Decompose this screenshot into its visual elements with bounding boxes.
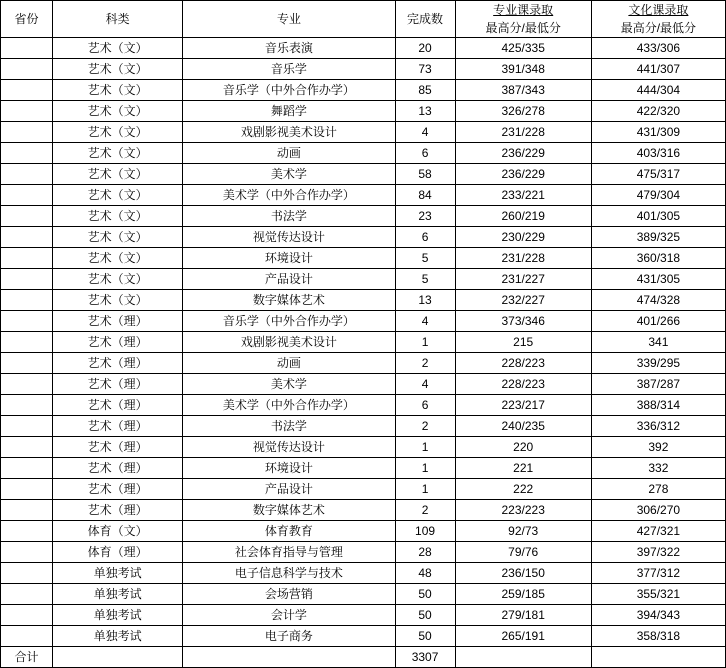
cell-major: 产品设计	[183, 479, 395, 500]
table-row	[1, 80, 726, 101]
header-culture-score	[591, 1, 725, 38]
cell-major: 戏剧影视美术设计	[183, 332, 395, 353]
cell-major: 美术学	[183, 374, 395, 395]
cell-culture-score: 474/328	[591, 290, 725, 311]
cell-major: 会计学	[183, 605, 395, 626]
header-count-label: 完成数	[407, 12, 444, 26]
header-professional-score	[455, 1, 591, 38]
cell-count: 2	[395, 353, 455, 374]
header-culture-line2: 最高分/最低分	[620, 21, 697, 35]
cell-professional-score: 231/228	[455, 122, 591, 143]
footer-blank-professional	[455, 647, 591, 668]
cell-major: 电子商务	[183, 626, 395, 647]
cell-province	[1, 458, 53, 479]
cell-count: 6	[395, 227, 455, 248]
cell-count: 5	[395, 269, 455, 290]
footer-row	[1, 647, 726, 668]
cell-category: 体育（文）	[53, 521, 183, 542]
cell-major: 视觉传达设计	[183, 437, 395, 458]
cell-province	[1, 269, 53, 290]
cell-count: 4	[395, 122, 455, 143]
cell-professional-score: 221	[455, 458, 591, 479]
cell-professional-score: 326/278	[455, 101, 591, 122]
cell-category: 艺术（文）	[53, 122, 183, 143]
cell-major: 电子信息科学与技术	[183, 563, 395, 584]
cell-professional-score: 236/150	[455, 563, 591, 584]
cell-professional-score: 222	[455, 479, 591, 500]
cell-culture-score: 427/321	[591, 521, 725, 542]
table-row	[1, 542, 726, 563]
cell-category: 艺术（文）	[53, 290, 183, 311]
cell-professional-score: 228/223	[455, 353, 591, 374]
footer-blank-category	[53, 647, 183, 668]
cell-category: 艺术（文）	[53, 185, 183, 206]
header-category-label: 科类	[105, 12, 130, 26]
cell-culture-score: 394/343	[591, 605, 725, 626]
cell-culture-score: 387/287	[591, 374, 725, 395]
cell-count: 1	[395, 479, 455, 500]
cell-province	[1, 59, 53, 80]
cell-professional-score: 79/76	[455, 542, 591, 563]
table-footer	[1, 647, 726, 668]
cell-major: 音乐学	[183, 59, 395, 80]
table-row	[1, 185, 726, 206]
table-row	[1, 395, 726, 416]
cell-count: 50	[395, 584, 455, 605]
table-row	[1, 101, 726, 122]
cell-count: 6	[395, 395, 455, 416]
cell-count: 1	[395, 332, 455, 353]
cell-count: 28	[395, 542, 455, 563]
cell-count: 23	[395, 206, 455, 227]
table-row	[1, 38, 726, 59]
table-row	[1, 374, 726, 395]
cell-province	[1, 311, 53, 332]
cell-culture-score: 388/314	[591, 395, 725, 416]
table-row	[1, 311, 726, 332]
cell-province	[1, 416, 53, 437]
table-row	[1, 59, 726, 80]
cell-major: 会场营销	[183, 584, 395, 605]
header-professional-line2: 最高分/最低分	[485, 21, 561, 35]
cell-culture-score: 397/322	[591, 542, 725, 563]
cell-category: 单独考试	[53, 605, 183, 626]
cell-province	[1, 143, 53, 164]
cell-professional-score: 231/227	[455, 269, 591, 290]
table-row	[1, 143, 726, 164]
cell-professional-score: 231/228	[455, 248, 591, 269]
cell-count: 1	[395, 437, 455, 458]
cell-major: 数字媒体艺术	[183, 500, 395, 521]
cell-professional-score: 92/73	[455, 521, 591, 542]
footer-total-label: 合计	[1, 647, 53, 668]
cell-count: 20	[395, 38, 455, 59]
table-row	[1, 416, 726, 437]
cell-major: 美术学	[183, 164, 395, 185]
cell-major: 音乐学（中外合作办学）	[183, 80, 395, 101]
table-row	[1, 248, 726, 269]
cell-major: 美术学（中外合作办学）	[183, 185, 395, 206]
cell-culture-score: 355/321	[591, 584, 725, 605]
table-row	[1, 164, 726, 185]
cell-category: 单独考试	[53, 626, 183, 647]
table-row	[1, 521, 726, 542]
cell-professional-score: 240/235	[455, 416, 591, 437]
table-row	[1, 458, 726, 479]
cell-count: 48	[395, 563, 455, 584]
cell-count: 109	[395, 521, 455, 542]
cell-province	[1, 290, 53, 311]
table-row	[1, 227, 726, 248]
cell-province	[1, 521, 53, 542]
cell-culture-score: 475/317	[591, 164, 725, 185]
cell-category: 艺术（理）	[53, 332, 183, 353]
cell-culture-score: 389/325	[591, 227, 725, 248]
cell-culture-score: 441/307	[591, 59, 725, 80]
footer-blank-major	[183, 647, 395, 668]
cell-professional-score: 373/346	[455, 311, 591, 332]
header-count	[395, 1, 455, 38]
table-row	[1, 290, 726, 311]
cell-major: 戏剧影视美术设计	[183, 122, 395, 143]
cell-culture-score: 341	[591, 332, 725, 353]
cell-category: 艺术（文）	[53, 59, 183, 80]
cell-category: 艺术（文）	[53, 143, 183, 164]
table-row	[1, 206, 726, 227]
cell-count: 73	[395, 59, 455, 80]
cell-culture-score: 401/266	[591, 311, 725, 332]
cell-province	[1, 122, 53, 143]
cell-professional-score: 220	[455, 437, 591, 458]
cell-count: 2	[395, 416, 455, 437]
cell-province	[1, 374, 53, 395]
cell-count: 50	[395, 626, 455, 647]
cell-category: 艺术（文）	[53, 38, 183, 59]
cell-culture-score: 431/305	[591, 269, 725, 290]
cell-province	[1, 353, 53, 374]
cell-count: 2	[395, 500, 455, 521]
cell-major: 美术学（中外合作办学）	[183, 395, 395, 416]
cell-culture-score: 433/306	[591, 38, 725, 59]
cell-professional-score: 260/219	[455, 206, 591, 227]
cell-category: 艺术（理）	[53, 311, 183, 332]
table-header	[1, 1, 726, 38]
cell-count: 84	[395, 185, 455, 206]
cell-professional-score: 215	[455, 332, 591, 353]
cell-major: 环境设计	[183, 248, 395, 269]
cell-count: 5	[395, 248, 455, 269]
cell-culture-score: 332	[591, 458, 725, 479]
cell-culture-score: 444/304	[591, 80, 725, 101]
header-province	[1, 1, 53, 38]
cell-province	[1, 164, 53, 185]
cell-category: 艺术（理）	[53, 458, 183, 479]
cell-culture-score: 336/312	[591, 416, 725, 437]
table-row	[1, 563, 726, 584]
cell-province	[1, 80, 53, 101]
cell-professional-score: 236/229	[455, 164, 591, 185]
table-row	[1, 479, 726, 500]
cell-count: 4	[395, 311, 455, 332]
cell-professional-score: 279/181	[455, 605, 591, 626]
cell-culture-score: 401/305	[591, 206, 725, 227]
cell-province	[1, 605, 53, 626]
cell-culture-score: 278	[591, 479, 725, 500]
cell-province	[1, 185, 53, 206]
footer-blank-culture	[591, 647, 725, 668]
cell-province	[1, 542, 53, 563]
cell-professional-score: 228/223	[455, 374, 591, 395]
table-row	[1, 500, 726, 521]
cell-province	[1, 38, 53, 59]
cell-major: 数字媒体艺术	[183, 290, 395, 311]
cell-province	[1, 206, 53, 227]
footer-total-count: 3307	[395, 647, 455, 668]
table-row	[1, 626, 726, 647]
cell-culture-score: 339/295	[591, 353, 725, 374]
cell-category: 艺术（文）	[53, 269, 183, 290]
cell-category: 艺术（理）	[53, 500, 183, 521]
cell-count: 4	[395, 374, 455, 395]
cell-province	[1, 626, 53, 647]
cell-category: 艺术（文）	[53, 80, 183, 101]
cell-count: 13	[395, 290, 455, 311]
cell-count: 50	[395, 605, 455, 626]
cell-category: 艺术（文）	[53, 227, 183, 248]
cell-province	[1, 248, 53, 269]
table-body	[1, 38, 726, 647]
cell-count: 85	[395, 80, 455, 101]
header-major-label: 专业	[276, 12, 301, 26]
cell-major: 动画	[183, 353, 395, 374]
cell-culture-score: 360/318	[591, 248, 725, 269]
table-row	[1, 605, 726, 626]
cell-category: 艺术（文）	[53, 164, 183, 185]
cell-category: 艺术（文）	[53, 206, 183, 227]
table-row	[1, 584, 726, 605]
cell-category: 艺术（理）	[53, 416, 183, 437]
cell-major: 视觉传达设计	[183, 227, 395, 248]
cell-province	[1, 584, 53, 605]
cell-professional-score: 232/227	[455, 290, 591, 311]
cell-major: 环境设计	[183, 458, 395, 479]
cell-professional-score: 223/223	[455, 500, 591, 521]
cell-culture-score: 403/316	[591, 143, 725, 164]
table-row	[1, 122, 726, 143]
cell-province	[1, 101, 53, 122]
cell-culture-score: 377/312	[591, 563, 725, 584]
header-category	[53, 1, 183, 38]
cell-culture-score: 479/304	[591, 185, 725, 206]
cell-professional-score: 265/191	[455, 626, 591, 647]
cell-count: 58	[395, 164, 455, 185]
table-row	[1, 332, 726, 353]
table-row	[1, 437, 726, 458]
cell-culture-score: 431/309	[591, 122, 725, 143]
cell-major: 书法学	[183, 416, 395, 437]
cell-count: 13	[395, 101, 455, 122]
cell-major: 音乐表演	[183, 38, 395, 59]
cell-province	[1, 395, 53, 416]
cell-professional-score: 259/185	[455, 584, 591, 605]
cell-major: 舞蹈学	[183, 101, 395, 122]
cell-major: 社会体育指导与管理	[183, 542, 395, 563]
header-major	[183, 1, 395, 38]
cell-major: 音乐学（中外合作办学）	[183, 311, 395, 332]
cell-province	[1, 437, 53, 458]
cell-province	[1, 479, 53, 500]
header-province-label: 省份	[14, 12, 39, 26]
cell-category: 艺术（理）	[53, 437, 183, 458]
cell-category: 体育（理）	[53, 542, 183, 563]
cell-culture-score: 422/320	[591, 101, 725, 122]
cell-province	[1, 332, 53, 353]
cell-professional-score: 425/335	[455, 38, 591, 59]
cell-professional-score: 233/221	[455, 185, 591, 206]
cell-category: 艺术（文）	[53, 101, 183, 122]
cell-culture-score: 392	[591, 437, 725, 458]
cell-category: 单独考试	[53, 563, 183, 584]
table-row	[1, 269, 726, 290]
cell-major: 体育教育	[183, 521, 395, 542]
cell-professional-score: 236/229	[455, 143, 591, 164]
cell-major: 动画	[183, 143, 395, 164]
cell-province	[1, 563, 53, 584]
cell-culture-score: 306/270	[591, 500, 725, 521]
cell-province	[1, 227, 53, 248]
cell-count: 1	[395, 458, 455, 479]
cell-professional-score: 391/348	[455, 59, 591, 80]
cell-professional-score: 223/217	[455, 395, 591, 416]
cell-category: 艺术（理）	[53, 353, 183, 374]
table-row	[1, 353, 726, 374]
header-culture-line1: 文化课录取	[628, 3, 689, 17]
cell-professional-score: 230/229	[455, 227, 591, 248]
cell-culture-score: 358/318	[591, 626, 725, 647]
header-professional-line1: 专业课录取	[493, 3, 554, 17]
cell-major: 产品设计	[183, 269, 395, 290]
cell-professional-score: 387/343	[455, 80, 591, 101]
cell-category: 艺术（理）	[53, 395, 183, 416]
cell-category: 艺术（理）	[53, 374, 183, 395]
cell-category: 单独考试	[53, 584, 183, 605]
cell-province	[1, 500, 53, 521]
cell-category: 艺术（理）	[53, 479, 183, 500]
cell-count: 6	[395, 143, 455, 164]
cell-major: 书法学	[183, 206, 395, 227]
header-row	[1, 1, 726, 38]
cell-category: 艺术（文）	[53, 248, 183, 269]
